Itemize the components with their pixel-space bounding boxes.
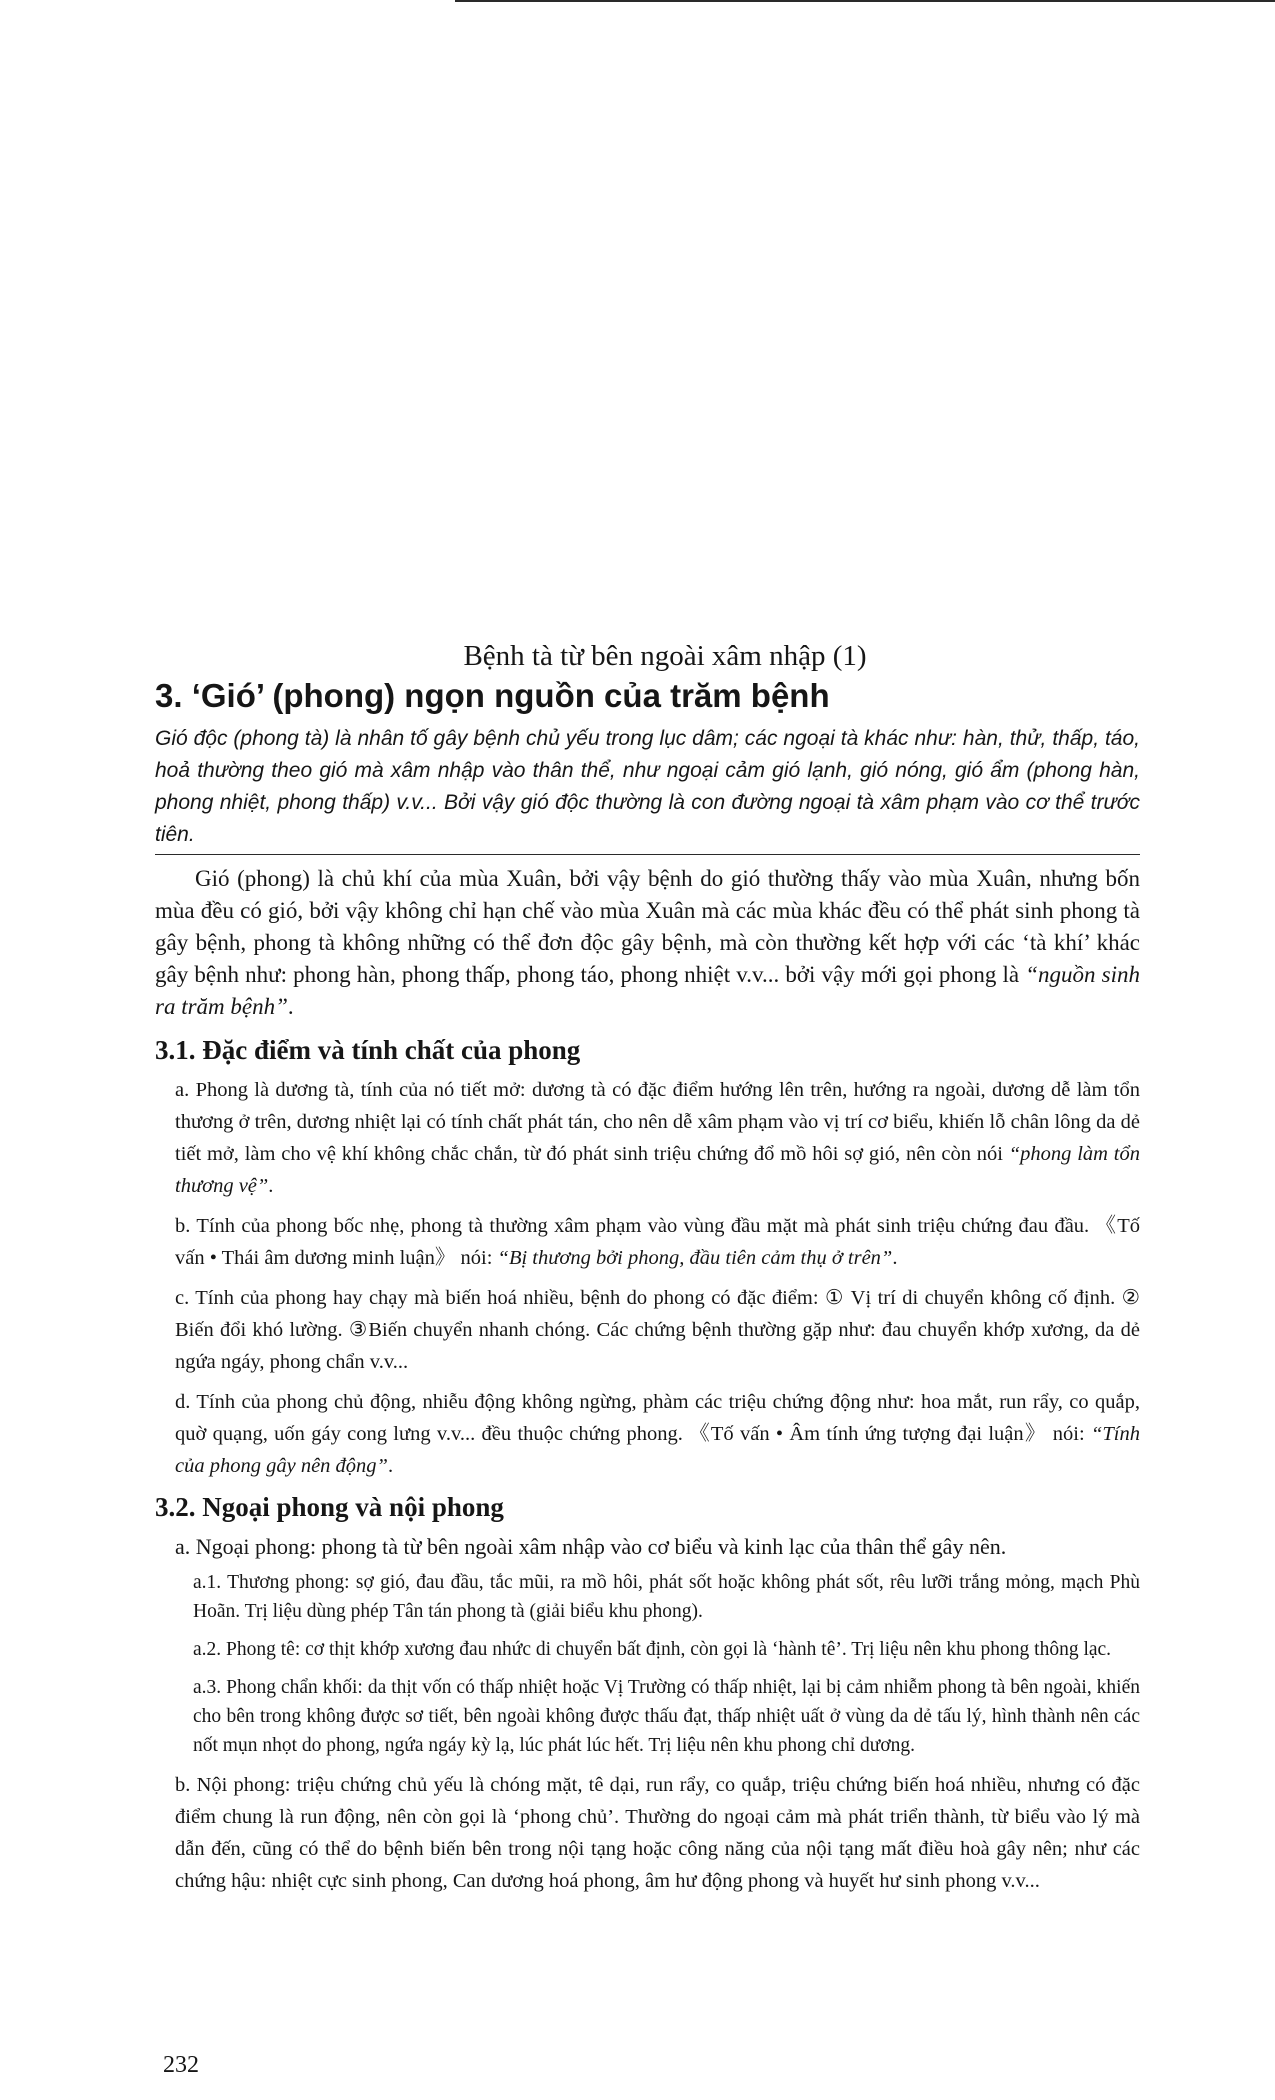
item-thuong-phong: a.1. Thương phong: sợ gió, đau đầu, tắc mũi, ra mồ hôi, phát sốt hoặc không phát sốt, rêu lưỡi trắng mỏng, mạch Phù Hoãn. Trị liệu dùng phép Tân tán phong tà (giải biểu khu phong).: [193, 1572, 1140, 1622]
section-label: Bệnh tà từ bên ngoài xâm nhập (1): [463, 640, 867, 672]
page-content: [155, 640, 1140, 1905]
item-ngoai-phong: a. Ngoại phong: phong tà từ bên ngoài xâm nhập vào cơ biểu và kinh lạc của thân thể gây nên.: [175, 1534, 1007, 1559]
item-quote: “phong làm tổn thương vệ”: [175, 1143, 1140, 1197]
top-border-rule: [455, 0, 1275, 2]
item-end: .: [387, 1455, 394, 1477]
item-3-1-c: c. Tính của phong hay chạy mà biến hoá nhiều, bệnh do phong có đặc điểm: ① Vị trí di chuyển không cố định. ② Biến đổi khó lường. ③Biến chuyển nhanh chóng. Các chứng bệnh thường gặp như: đau chuyển khớp xương, da dẻ ngứa ngáy, phong chẩn v.v...: [175, 1287, 1140, 1373]
item-text: b. Tính của phong bốc nhẹ, phong tà thường xâm phạm vào vùng đầu mặt mà phát sinh triệu chứng đau đầu. 《Tố vấn • Thái âm dương minh luận》 nói:: [175, 1215, 1140, 1269]
chapter-title: 3. ‘Gió’ (phong) ngọn nguồn của trăm bệnh: [155, 677, 830, 714]
item-end: .: [892, 1247, 898, 1269]
item-3-1-d: [175, 1386, 1140, 1482]
item-text: d. Tính của phong chủ động, nhiễu động không ngừng, phàm các triệu chứng động như: hoa mắt, run rẩy, co quắp, quờ quạng, uốn gáy cong lưng v.v... đều thuộc chứng phong. 《Tố vấn • Âm tính ứng tượng đại luận》 nói:: [175, 1391, 1140, 1445]
item-phong-te: a.2. Phong tê: cơ thịt khớp xương đau nhức di chuyển bất định, còn gọi là ‘hành tê’. Trị liệu nên khu phong thông lạc.: [193, 1639, 1112, 1660]
item-text: a. Phong là dương tà, tính của nó tiết mở: dương tà có đặc điểm hướng lên trên, hướng ra ngoài, dương dễ làm tổn thương ở trên, dương nhiệt lại có tính chất phát tán, cho nên dễ xâm phạm vào vị trí cơ biểu, khiến lỗ chân lông da dẻ tiết mở, làm cho vệ khí không chắc chắn, từ đó phát sinh triệu chứng đổ mồ hôi sợ gió, nên còn nói: [175, 1079, 1140, 1165]
item-3-1-a: [175, 1074, 1140, 1202]
paragraph-quote: “nguồn sinh ra trăm bệnh”: [155, 962, 1141, 1019]
paragraph-text: Gió (phong) là chủ khí của mùa Xuân, bởi vậy bệnh do gió thường thấy vào mùa Xuân, nhưng bốn mùa đều có gió, bởi vậy không chỉ hạn chế vào mùa Xuân mà các mùa khác đều có thể phát sinh phong tà gây bệnh, phong tà không những có thể đơn độc gây bệnh, mà còn thường kết hợp với các ‘tà khí’ khác gây bệnh như: phong hàn, phong thấp, phong táo, phong nhiệt v.v... bởi vậy mới gọi phong là: [155, 866, 1140, 987]
item-phong-chan-khoi: a.3. Phong chẩn khối: da thịt vốn có thấp nhiệt hoặc Vị Trường có thấp nhiệt, lại bị cảm nhiễm phong tà bên ngoài, khiến cho bên trong không được sơ tiết, bên ngoài không được thấu đạt, thấp nhiệt uất ở vùng da dẻ tấu lý, hình thành nên các nốt mụn nhọt do phong, ngứa ngáy kỳ lạ, lúc phát lúc hết. Trị liệu nên khu phong chỉ dương.: [193, 1677, 1140, 1756]
item-3-1-b: [175, 1210, 1140, 1274]
paragraph-phong-overview: [155, 863, 1140, 1023]
item-quote: “Bị thương bởi phong, đầu tiên cảm thụ ở trên”: [497, 1247, 893, 1269]
heading-3-2: 3.2. Ngoại phong và nội phong: [155, 1492, 504, 1522]
item-end: .: [268, 1175, 274, 1197]
heading-3-1: 3.1. Đặc điểm và tính chất của phong: [155, 1035, 581, 1065]
intro-summary: Gió độc (phong tà) là nhân tố gây bệnh chủ yếu trong lục dâm; các ngoại tà khác như: hàn, thử, thấp, táo, hoả thường theo gió mà xâm nhập vào thân thể, như ngoại cảm gió lạnh, gió nóng, gió ẩm (phong hàn, phong nhiệt, phong thấp) v.v... Bởi vậy gió độc thường là con đường ngoại tà xâm phạm vào cơ thể trước tiên.: [155, 723, 1140, 855]
item-quote: “Tính của phong gây nên động”: [175, 1423, 1140, 1477]
page-number: 232: [163, 2052, 199, 2078]
item-noi-phong: b. Nội phong: triệu chứng chủ yếu là chóng mặt, tê dại, run rẩy, co quắp, triệu chứng biến hoá nhiều, nhưng có đặc điểm chung là run động, nên còn gọi là ‘phong chủ’. Thường do ngoại cảm mà phát triển thành, từ biểu vào lý mà dẫn đến, cũng có thể do bệnh biến bên trong nội tạng hoặc công năng của nội tạng mất điều hoà gây nên; như các chứng hậu: nhiệt cực sinh phong, Can dương hoá phong, âm hư động phong và huyết hư sinh phong v.v...: [175, 1774, 1140, 1892]
paragraph-end: .: [287, 994, 294, 1019]
